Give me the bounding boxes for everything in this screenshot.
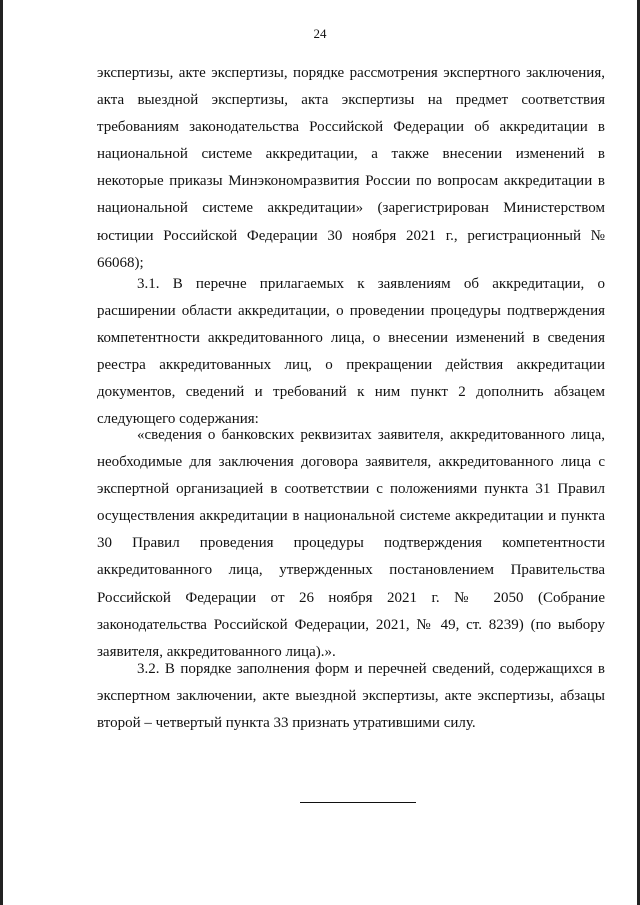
page-number: 24 (313, 26, 327, 41)
scan-edge-left (0, 0, 3, 905)
paragraph-continuation: экспертизы, акте экспертизы, порядке рассмотрения экспертного заключения, акта выездной экспертизы, акта экспертизы на предмет соответствия требованиям законодательства Российской Федерации об аккредитации в национальной системе аккредитации, а также внесении изменений в некоторые приказы Минэкономразвития России по вопросам аккредитации в национальной системе аккредитации» (зарегистрирован Министерством юстиции Российской Федерации 30 ноября 2021 г., регистрационный № 66068); (97, 65, 605, 271)
paragraph-quoted-amendment: «сведения о банковских реквизитах заявителя, аккредитованного лица, необходимые для заключения договора заявителя, аккредитованного лица с экспертной организацией в соответствии с положениями пункта 31 Правил осуществления аккредитации в национальной системе аккредитации и пункта 30 Правил проведения процедуры подтверждения компетентности аккредитованного лица, утвержденных постановлением Правительства Российской Федерации от 26 ноября 2021 г. № 2050 (Собрание законодательства Российской Федерации, 2021, № 49, ст. 8239) (по выбору заявителя, аккредитованного лица).». (97, 427, 605, 660)
paragraph-3-1: 3.1. В перечне прилагаемых к заявлениям об аккредитации, о расширении области аккредитации, о проведении процедуры подтверждения компетентности аккредитованного лица, о внесении изменений в сведения реестра аккредитованных лиц, о прекращении действия аккредитации документов, сведений и требований к ним пункт 2 дополнить абзацем следующего содержания: (97, 276, 605, 428)
paragraph-3-2: 3.2. В порядке заполнения форм и перечней сведений, содержащихся в экспертном заключении, акте выездной экспертизы, акте экспертизы, абзацы второй – четвертый пункта 33 признать утратившими силу. (97, 661, 605, 732)
end-separator-line (300, 802, 416, 803)
